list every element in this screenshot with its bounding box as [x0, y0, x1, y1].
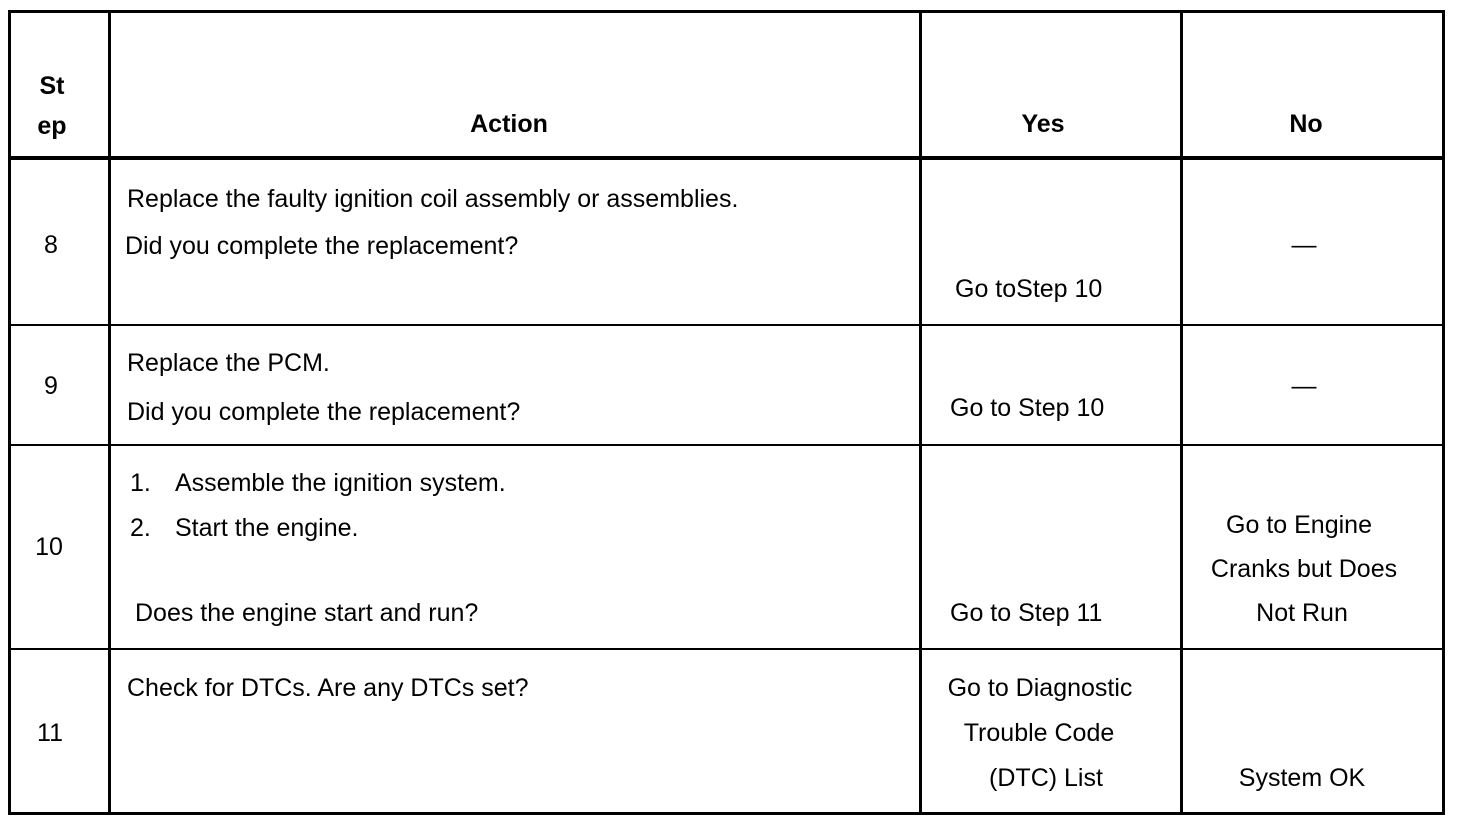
no-result-line: Go to Engine	[1226, 511, 1372, 539]
no-result: —	[1291, 231, 1317, 259]
yes-result: Go to Step 10	[950, 394, 1105, 422]
header-no: No	[1289, 110, 1323, 138]
step-number: 9	[44, 372, 58, 400]
column-divider	[108, 13, 111, 812]
header-divider	[11, 156, 1442, 160]
row-divider	[11, 648, 1442, 650]
step-number: 11	[37, 719, 63, 747]
no-result-line: Cranks but Does	[1210, 555, 1398, 583]
step-number: 10	[35, 533, 63, 561]
header-step-line1: St	[39, 72, 65, 100]
action-question: Did you complete the replacement?	[127, 398, 521, 426]
list-item-text: Assemble the ignition system.	[175, 469, 506, 497]
yes-result: Go to Step 11	[950, 599, 1103, 627]
no-result: —	[1291, 372, 1317, 400]
action-question: Check for DTCs. Are any DTCs set?	[127, 674, 529, 702]
header-action: Action	[470, 110, 548, 138]
action-text: Replace the PCM.	[127, 349, 330, 377]
yes-result-line: (DTC) List	[989, 764, 1103, 792]
column-divider	[1180, 13, 1183, 812]
no-result-line: Not Run	[1256, 599, 1348, 627]
column-divider	[919, 13, 922, 812]
list-item-number: 2.	[130, 514, 151, 542]
row-divider	[11, 444, 1442, 446]
yes-result-line: Trouble Code	[963, 719, 1115, 747]
action-question: Does the engine start and run?	[135, 599, 479, 627]
action-text: Replace the faulty ignition coil assembly or assemblies.	[127, 185, 739, 213]
yes-result-line: Go to Diagnostic	[947, 674, 1133, 702]
step-number: 8	[44, 231, 58, 259]
row-divider	[11, 324, 1442, 326]
header-yes: Yes	[1021, 110, 1065, 138]
list-item-number: 1.	[130, 469, 151, 497]
header-step-line2: ep	[37, 112, 67, 140]
action-question: Did you complete the replacement?	[125, 232, 519, 260]
list-item-text: Start the engine.	[175, 514, 359, 542]
no-result: System OK	[1238, 764, 1366, 792]
yes-result: Go toStep 10	[955, 275, 1103, 303]
